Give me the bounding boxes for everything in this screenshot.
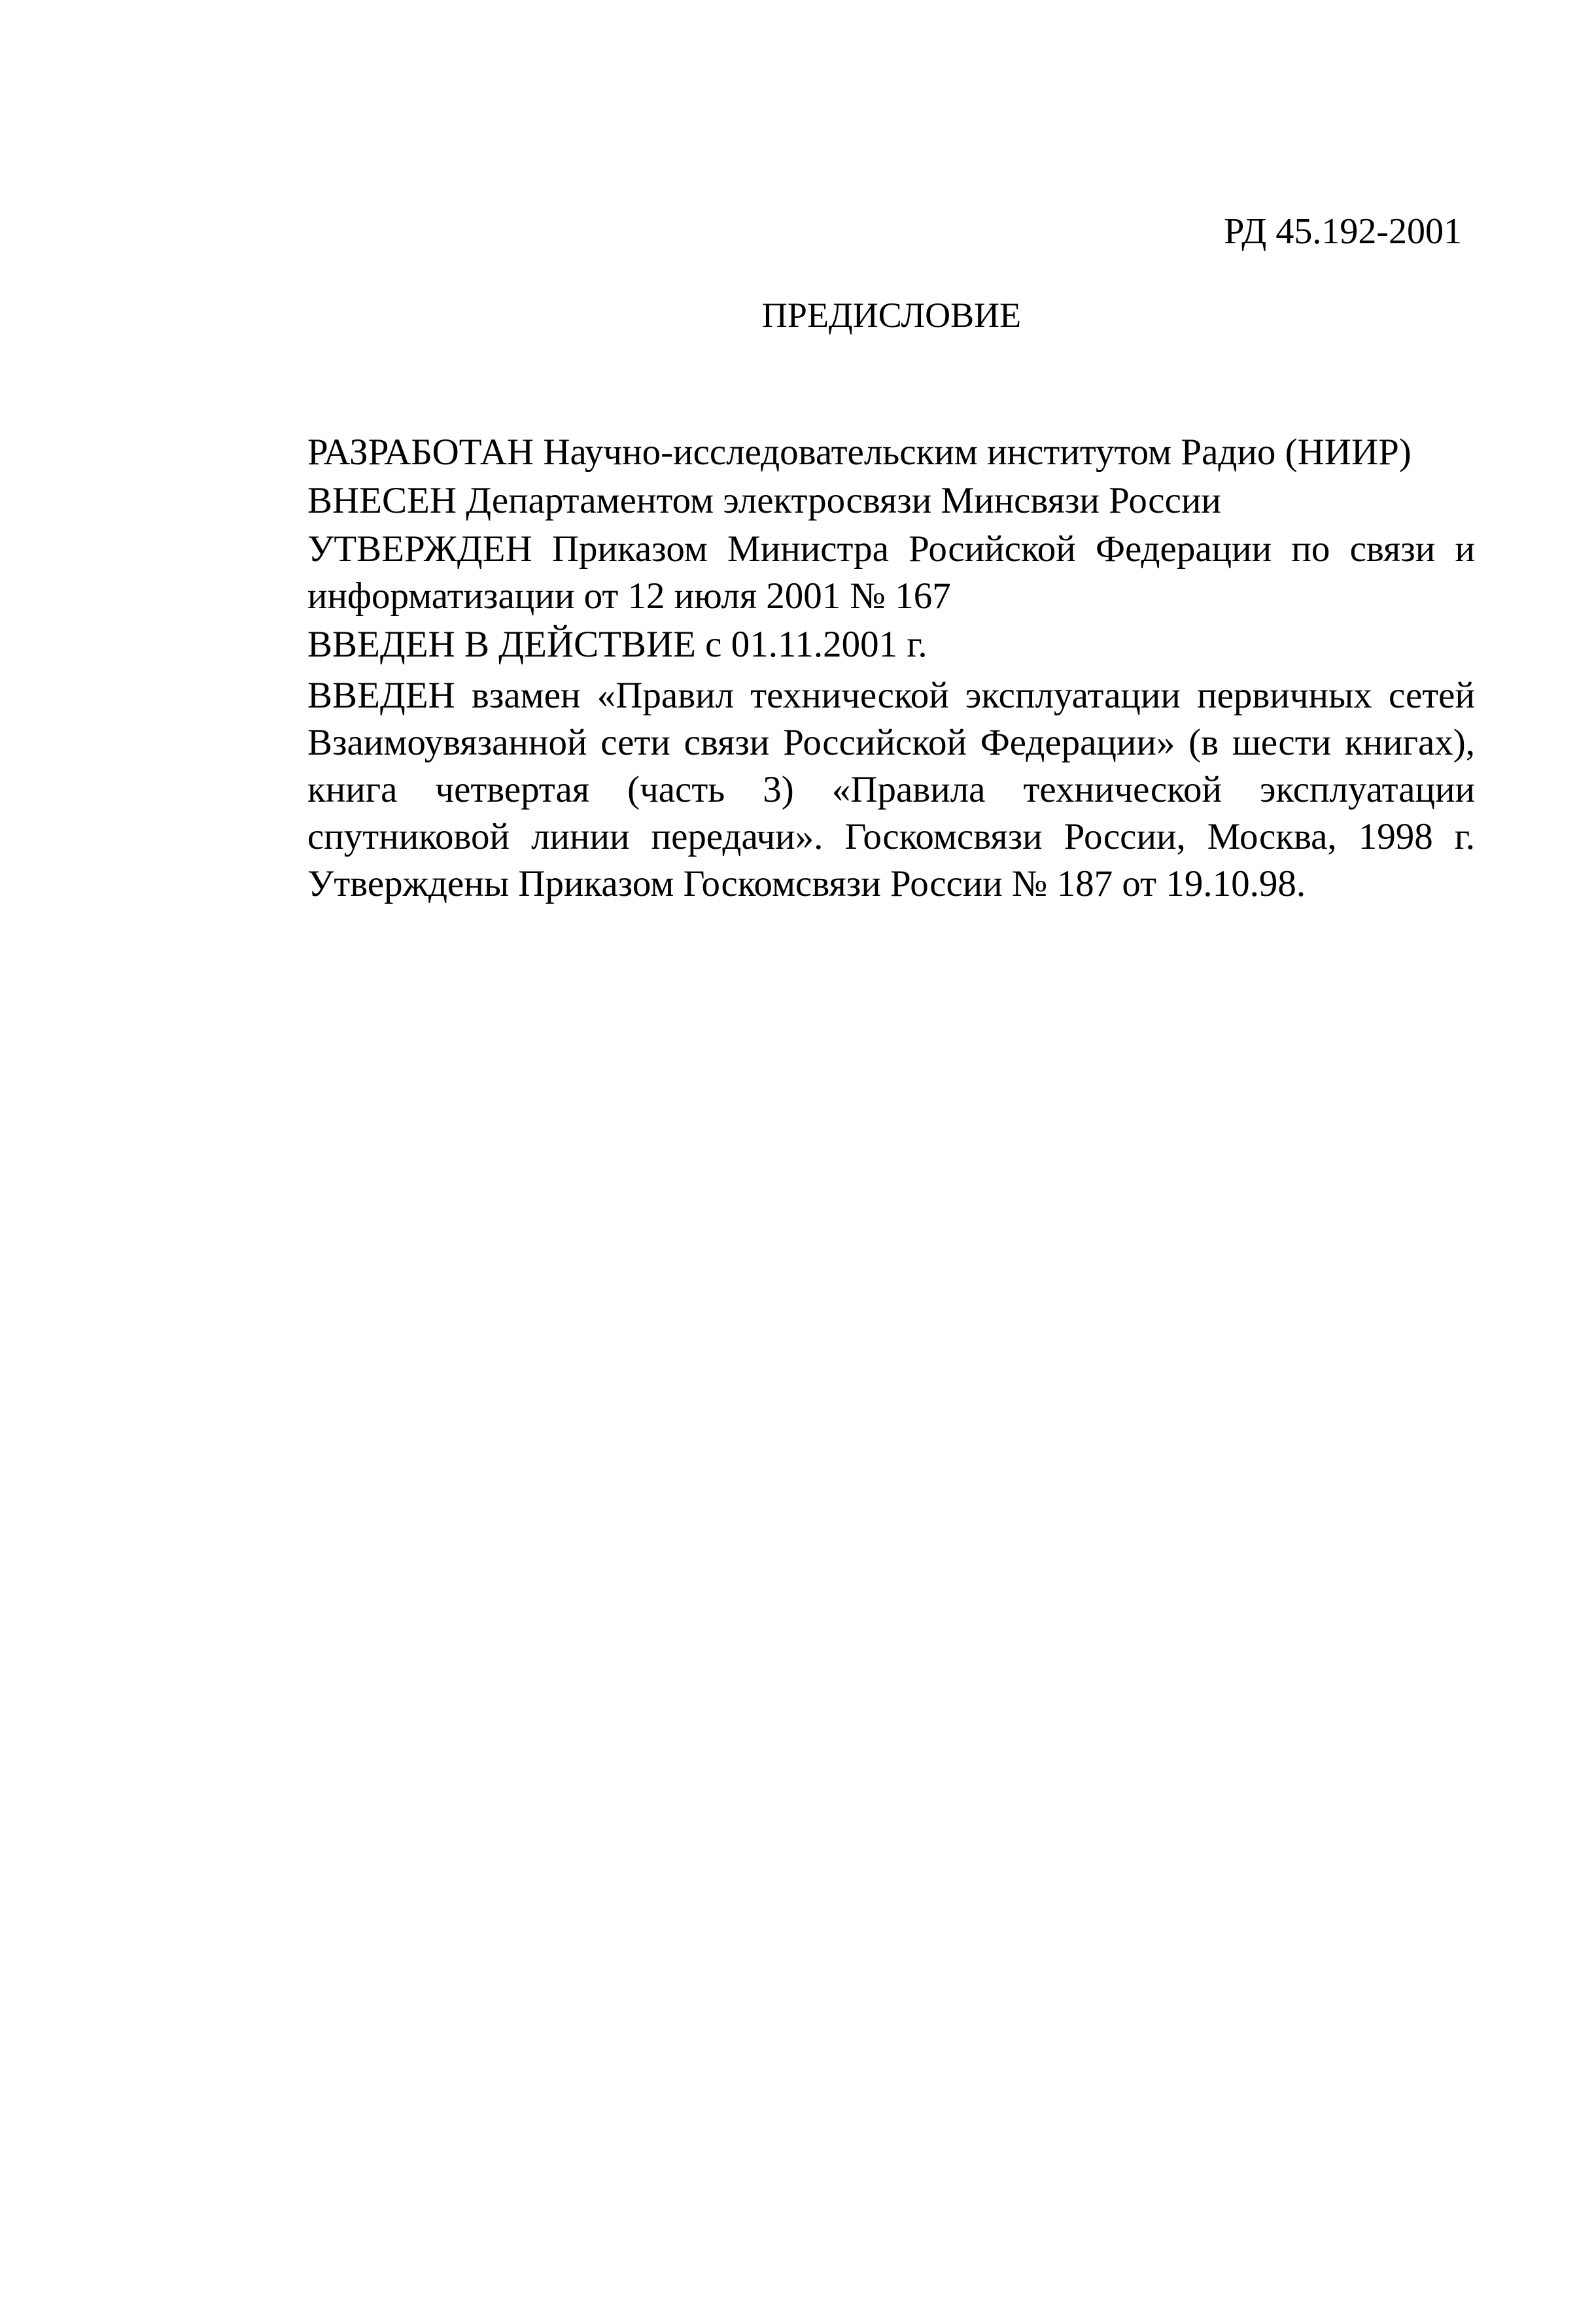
paragraph-developed: РАЗРАБОТАН Научно-исследовательским институтом Радио (НИИР) (307, 432, 1412, 473)
foreword-body (307, 429, 1475, 908)
page-title: ПРЕДИСЛОВИЕ (761, 296, 1022, 335)
paragraph-introduced: ВНЕСЕН Департаментом электросвязи Минсвязи России (307, 480, 1221, 521)
paragraph-replaces: ВВЕДЕН взамен «Правил технической эксплуатации первичных сетей Взаимоувязанной сети связи Российской Федерации» (в шести книгах), книга четвертая (часть 3) «Правила технической эксплуатации спутниковой линии передачи». Госкомсвязи России, Москва, 1998 г. Утверждены Приказом Госкомсвязи России № 187 от 19.10.98. (307, 675, 1475, 904)
paragraph-effective: ВВЕДЕН В ДЕЙСТВИЕ с 01.11.2001 г. (307, 624, 927, 665)
document-code: РД 45.192-2001 (1224, 211, 1462, 252)
paragraph-approved: УТВЕРЖДЕН Приказом Министра Росийской Федерации по связи и информатизации от 12 июля 2001 № 167 (307, 528, 1475, 617)
